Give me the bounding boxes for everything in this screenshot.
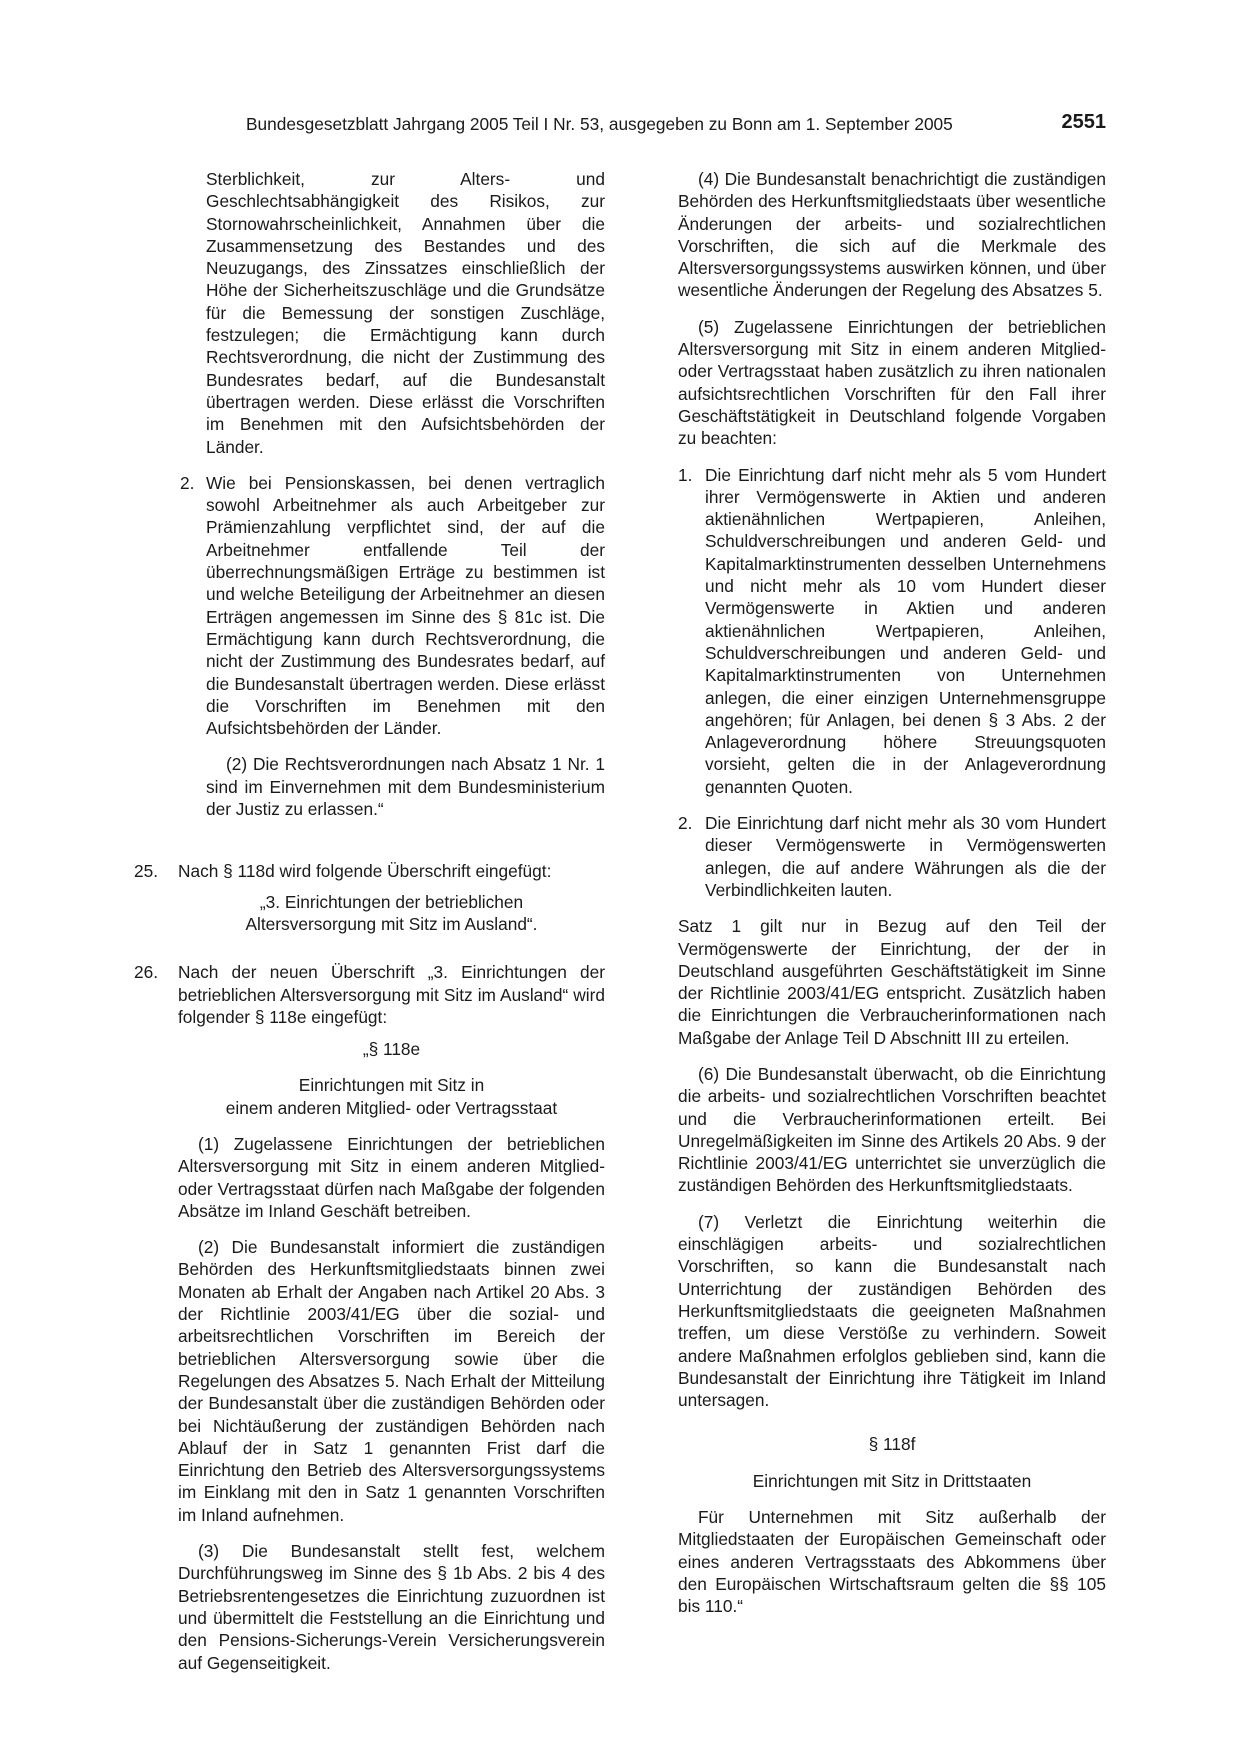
list-item-number: 1. xyxy=(678,464,693,485)
paragraph-3: (3) Die Bundesanstalt stellt fest, welchem Durchführungsweg im Sinne des § 1b Abs. 2 bis 4 des Betriebsrentengesetzes die Einrichtung zuzuordnen ist und übermittelt die Feststellung an die Einrichtung und den Pensions-Sicherungs-Verein Versicherungsverein auf Gegenseitigkeit. xyxy=(178,1541,605,1673)
section-number: „§ 118e xyxy=(362,1039,421,1060)
final-paragraph: Für Unternehmen mit Sitz außerhalb der Mitgliedstaaten der Europäischen Gemeinschaft oder eines anderen Vertragsstaats des Abkommens über den Europäischen Wirtschaftsraum gelten die §§ 105 bis 110.“ xyxy=(678,1507,1106,1617)
left-column xyxy=(134,168,605,1686)
section-heading: Einrichtungen mit Sitz in Drittstaaten xyxy=(752,1470,1032,1491)
satz-1-paragraph: Satz 1 gilt nur in Bezug auf den Teil der Vermögenswerte der Einrichtung, der der in Deutschland ausgeführten Geschäftstätigkeit im Sinne der Richtlinie 2003/41/EG entspricht. Zusätzlich haben die Einrichtungen die Verbraucherinformationen nach Maßgabe der Anlage Teil D Abschnitt III zu erteilen. xyxy=(678,916,1106,1048)
amendment-text: Nach § 118d wird folgende Überschrift eingefügt: xyxy=(178,861,552,882)
amendment-number: 26. xyxy=(134,962,159,983)
list-item-number: 2. xyxy=(180,472,195,493)
paragraph-2: (2) Die Bundesanstalt informiert die zuständigen Behörden des Herkunftsmitgliedstaats binnen zwei Monaten ab Erhalt der Angaben nach Artikel 20 Abs. 3 der Richtlinie 2003/41/EG über die sozial- und arbeitsrechtlichen Vorschriften im Bereich der betrieblichen Altersversorgung sowie über die Regelungen des Absatzes 5. Nach Erhalt der Mitteilung der Bundesanstalt über die zuständigen Behörden oder bei Nichtäußerung der zuständigen Behörden nach Ablauf der in Satz 1 genannten Frist darf die Einrichtung den Betrieb des Altersversorgungssystems im Einklang mit den in Satz 1 genannten Vorschriften im Inland aufnehmen. xyxy=(178,1237,605,1525)
paragraph-5: (5) Zugelassene Einrichtungen der betrieblichen Altersversorgung mit Sitz in einem anderen Mitglied- oder Vertragsstaat haben zusätzlich zu ihren nationalen aufsichtsrechtlichen Vorschriften für den Fall ihrer Geschäftstätigkeit in Deutschland folgende Vorgaben zu beachten: xyxy=(678,316,1106,449)
section-heading-line-1: Einrichtungen mit Sitz in xyxy=(298,1075,485,1096)
page-header xyxy=(246,111,1106,141)
running-header: Bundesgesetzblatt Jahrgang 2005 Teil I Nr. 53, ausgegeben zu Bonn am 1. September 2005 xyxy=(246,114,953,134)
list-item-number: 2. xyxy=(678,813,693,834)
list-item-text: Die Einrichtung darf nicht mehr als 5 vom Hundert ihrer Vermögenswerte in Aktien und anderen aktienähnlichen Wertpapieren, Anleihen, Schuldverschreibungen und anderen Geld- und Kapitalmarktinstrumenten desselben Unternehmens und nicht mehr als 10 vom Hundert dieser Vermögenswerte in Aktien und anderen aktienähnlichen Wertpapieren, Anleihen, Schuldverschreibungen und anderen Geld- und Kapitalmarktinstrumenten von Unternehmen anlegen, die einer einzigen Unternehmensgruppe angehören; für Anlagen, bei denen § 3 Abs. 2 der Anlageverordnung höhere Streuungsquoten vorsieht, gelten die in der Anlageverordnung genannten Quoten. xyxy=(705,464,1106,797)
list-item-2 xyxy=(678,812,1106,901)
amendment-text: Nach der neuen Überschrift „3. Einrichtungen der betrieblichen Altersversorgung mit Sitz im Ausland“ wird folgender § 118e eingefügt: xyxy=(178,962,605,1027)
amendment-number: 25. xyxy=(134,861,159,882)
list-item-1 xyxy=(678,464,1106,798)
page-number: 2551 xyxy=(1061,111,1106,133)
paragraph-abs2: (2) Die Rechtsverordnungen nach Absatz 1 Nr. 1 sind im Einvernehmen mit dem Bundesministerium der Justiz zu erlassen.“ xyxy=(206,754,605,820)
amendment-25 xyxy=(134,860,605,935)
section-number: § 118f xyxy=(868,1434,916,1455)
continued-paragraph: Sterblichkeit, zur Alters- und Geschlechtsabhängigkeit des Risikos, zur Stornowahrscheinlichkeit, Annahmen über die Zusammensetzung des Bestandes und des Neuzugangs, des Zinssatzes einschließlich der Höhe der Sicherheitszuschläge und die Grundsätze für die Bemessung der sonstigen Zuschläge, festzulegen; die Ermächtigung kann durch Rechtsverordnung, die nicht der Zustimmung des Bundesrates bedarf, auf die Bundesanstalt übertragen werden. Diese erlässt die Vorschriften im Benehmen mit den Aufsichtsbehörden der Länder. xyxy=(206,169,605,457)
paragraph-6: (6) Die Bundesanstalt überwacht, ob die Einrichtung die arbeits- und sozialrechtlichen Vorschriften beachtet und die Verbraucherinformationen erteilt. Bei Unregelmäßigkeiten im Sinne des Artikels 20 Abs. 9 der Richtlinie 2003/41/EG unterrichtet sie unverzüglich die zuständigen Behörden des Herkunftsmitgliedstaats. xyxy=(678,1063,1106,1196)
paragraph-7: (7) Verletzt die Einrichtung weiterhin die einschlägigen arbeits- und sozialrechtlichen Vorschriften, so kann die Bundesanstalt nach Unterrichtung der zuständigen Behörden des Herkunftsmitgliedstaats die geeigneten Maßnahmen treffen, um diese Verstöße zu verhindern. Soweit andere Maßnahmen erfolglos geblieben sind, kann die Bundesanstalt der Einrichtung ihre Tätigkeit im Inland untersagen. xyxy=(678,1211,1106,1411)
list-item-text: Die Einrichtung darf nicht mehr als 30 vom Hundert dieser Vermögenswerte in Vermögenswerten anlegen, die auf andere Währungen als die der Verbindlichkeiten lauten. xyxy=(705,813,1106,900)
amendment-26 xyxy=(134,961,605,1674)
inserted-heading-line-2: Altersversorgung mit Sitz im Ausland“. xyxy=(245,913,538,934)
inserted-heading-line-1: „3. Einrichtungen der betrieblichen xyxy=(259,891,524,912)
list-item-2 xyxy=(178,472,605,740)
list-item-text: Wie bei Pensionskassen, bei denen vertraglich sowohl Arbeitnehmer als auch Arbeitgeber zur Prämienzahlung verpflichtet sind, der auf die Arbeitnehmer entfallende Teil der überrechnungsmäßigen Erträge zu bestimmen ist und welche Beteiligung der Arbeitnehmer an diesen Erträgen angemessen im Sinne des § 81c ist. Die Ermächtigung kann durch Rechtsverordnung, die nicht der Zustimmung des Bundesrates bedarf, auf die Bundesanstalt übertragen werden. Diese erlässt die Vorschriften im Benehmen mit den Aufsichtsbehörden der Länder. xyxy=(206,472,605,739)
paragraph-4: (4) Die Bundesanstalt benachrichtigt die zuständigen Behörden des Herkunftsmitgliedstaats über wesentliche Änderungen der arbeits- und sozialrechtlichen Vorschriften, die sich auf die Merkmale des Altersversorgungssystems auswirken können, und über wesentliche Änderungen der Regelung des Absatzes 5. xyxy=(678,169,1106,301)
right-column xyxy=(678,168,1106,1618)
section-heading-line-2: einem anderen Mitglied- oder Vertragsstaat xyxy=(225,1097,558,1118)
paragraph-1: (1) Zugelassene Einrichtungen der betrieblichen Altersversorgung mit Sitz in einem anderen Mitglied- oder Vertragsstaat dürfen nach Maßgabe der folgenden Absätze im Inland Geschäft betreiben. xyxy=(178,1133,605,1221)
